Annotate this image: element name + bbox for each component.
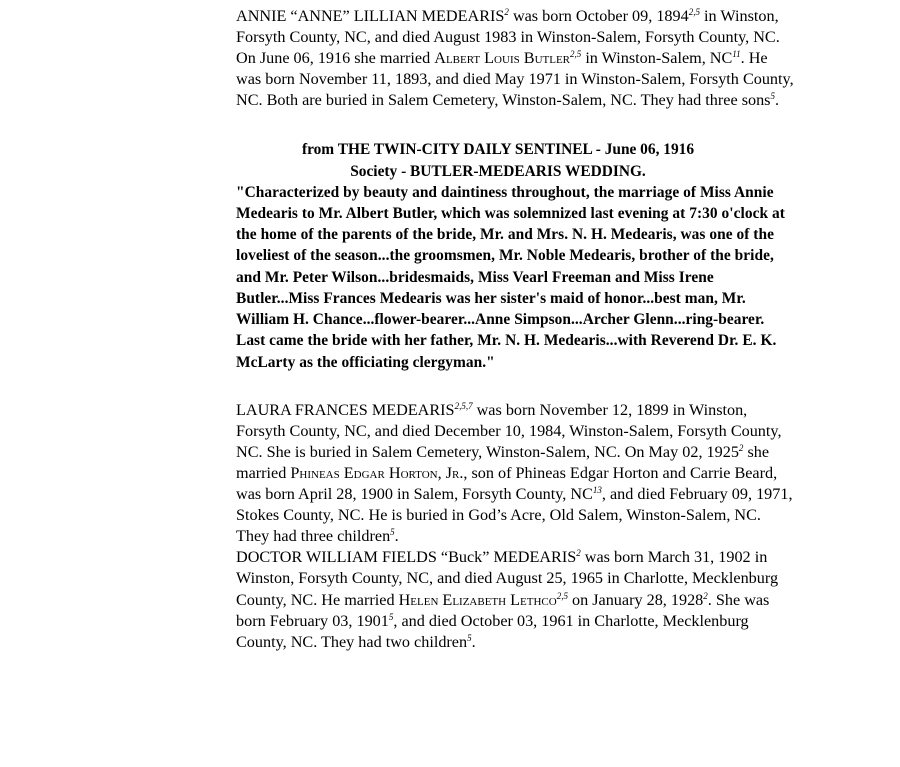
footnote-ref: 5	[388, 611, 394, 622]
spouse-name: Phineas Edgar Horton, Jr.	[290, 463, 464, 482]
entry-text: in Winston-Salem, NC	[581, 49, 733, 68]
entry-text: , and died February 09, 1971, Stokes County, NC. He is buried in God’s Acre, Old Salem, Winston-Salem, NC. They had three children	[236, 485, 793, 546]
entry-text: , and died October 03, 1961 in Charlotte, Mecklenburg County, NC. They had two children	[236, 611, 749, 651]
footnote-ref: 2,5,7	[454, 400, 473, 411]
footnote-ref: 5	[770, 91, 775, 102]
footnote-ref: 2	[703, 590, 708, 601]
person-name: LAURA FRANCES MEDEARIS	[236, 400, 455, 419]
footnote-ref: 5	[467, 632, 472, 643]
person-name: ANNIE “ANNE” LILLIAN MEDEARIS	[236, 7, 505, 25]
footnote-ref: 2	[738, 442, 744, 453]
entry-text: was born March 31, 1902 in Winston, Forsyth County, NC, and died August 25, 1965 in Charlotte, Mecklenburg County, NC. He married	[236, 548, 779, 609]
entry-text: was born November 12, 1899 in Winston, Forsyth County, NC, and died December 10, 1984, Winston-Salem, Forsyth County, NC. She is buried in Salem Cemetery, Winston-Salem, NC. On May 02, 1925	[236, 400, 782, 461]
newspaper-clipping	[236, 139, 796, 372]
entry-text: on January 28, 1928	[567, 590, 704, 609]
footnote-ref: 2,5	[570, 49, 582, 60]
entry-text: . She was born February 03, 1901	[236, 590, 770, 630]
person-name: DOCTOR WILLIAM FIELDS “Buck” MEDEARIS	[236, 548, 577, 567]
footnote-ref: 11	[732, 49, 741, 60]
entry-text: .	[775, 91, 780, 110]
clipping-section-line: Society - BUTLER-MEDEARIS WEDDING.	[350, 162, 646, 180]
entry-william-medearis	[236, 547, 796, 652]
clipping-source-line: from THE TWIN-CITY DAILY SENTINEL - June 06, 1916	[301, 141, 695, 159]
footnote-ref: 2	[576, 548, 581, 559]
footnote-ref: 13	[592, 485, 602, 496]
entry-text: .	[471, 632, 476, 651]
footnote-ref: 5	[390, 527, 395, 538]
entry-text: .	[394, 527, 399, 546]
entry-text: , son of Phineas Edgar Horton and Carrie Beard, was born April 28, 1900 in Salem, Forsyth County, NC	[236, 463, 778, 504]
entry-laura-medearis	[236, 400, 796, 548]
clipping-quote: "Characterized by beauty and daintiness throughout, the marriage of Miss Annie Medearis to Mr. Albert Butler, which was solemnized last evening at 7:30 o'clock at the home of the parents of the bride, Mr. and Mrs. N. H. Medearis, was one of the loveliest of the season...the groomsmen, Mr. Noble Medearis, brother of the bride, and Mr. Peter Wilson...bridesmaids, Miss Vearl Freeman and Miss Irene Butler...Miss Frances Medearis was her sister's maid of honor...best man, Mr. William H. Chance...flower-bearer...Anne Simpson...Archer Glenn...ring-bearer. Last came the bride with her father, Mr. N. H. Medearis...with Reverend Dr. E. K. McLarty as the officiating clergyman."	[236, 183, 785, 371]
footnote-ref: 2,5	[556, 590, 568, 601]
spouse-name: Albert Louis Butler	[434, 49, 571, 68]
entry-text: was born October 09, 1894	[508, 7, 689, 25]
entry-text: . He was born November 11, 1893, and died May 1971 in Winston-Salem, Forsyth County, NC. Both are buried in Salem Cemetery, Winston-Salem, NC. They had three sons	[236, 49, 794, 110]
document-page	[236, 6, 796, 653]
footnote-ref: 2,5	[688, 7, 700, 17]
spouse-name: Helen Elizabeth Lethco	[398, 590, 557, 609]
entry-text: she married	[236, 442, 770, 482]
entry-annie-medearis	[236, 6, 796, 111]
footnote-ref: 2	[504, 7, 509, 17]
entry-text: in Winston, Forsyth County, NC, and died August 1983 in Winston-Salem, Forsyth County, NC. On June 06, 1916 she married	[236, 7, 780, 68]
